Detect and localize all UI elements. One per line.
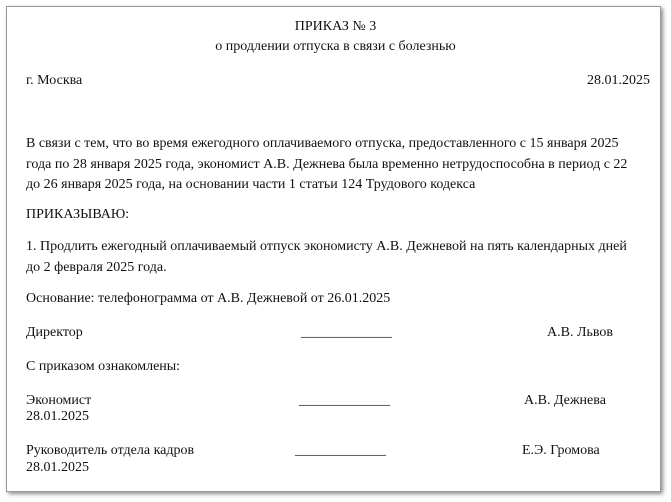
signer-signature-line: _____________ [299, 393, 390, 408]
signer-date: 28.01.2025 [26, 409, 89, 424]
signer-date: 28.01.2025 [26, 460, 89, 475]
signer-position: Руководитель отдела кадров [26, 443, 195, 458]
signer-name: Е.Э. Громова [522, 443, 600, 458]
signer-position: Экономист [26, 393, 92, 408]
order-date: 28.01.2025 [587, 73, 650, 88]
order-item-1: 1. Продлить ежегодный оплачиваемый отпуск экономисту А.В. Дежневой на пять календарных дней до 2 февраля 2025 года. [26, 239, 627, 275]
basis-line: Основание: телефонограмма от А.В. Дежневой от 26.01.2025 [26, 291, 391, 306]
director-name: А.В. Львов [547, 325, 613, 340]
order-subtitle: о продлении отпуска в связи с болезнью [215, 39, 456, 54]
order-title: ПРИКАЗ № 3 [294, 19, 377, 34]
city: г. Москва [26, 73, 83, 88]
preamble-paragraph: В связи с тем, что во время ежегодного оплачиваемого отпуска, предоставленного с 15 января 2025 года по 28 января 2025 года, экономист А.В. Дежнева была временно нетрудоспособна в период с 22 до 26 января 2025 года, на основании части 1 статьи 124 Трудового кодекса [26, 136, 628, 192]
acquainted-heading: С приказом ознакомлены: [26, 359, 181, 374]
order-directive: ПРИКАЗЫВАЮ: [26, 207, 130, 222]
signer-name: А.В. Дежнева [524, 393, 606, 408]
signer-signature-line: _____________ [295, 443, 386, 458]
director-signature-line: _____________ [301, 325, 392, 340]
director-position: Директор [26, 325, 83, 340]
